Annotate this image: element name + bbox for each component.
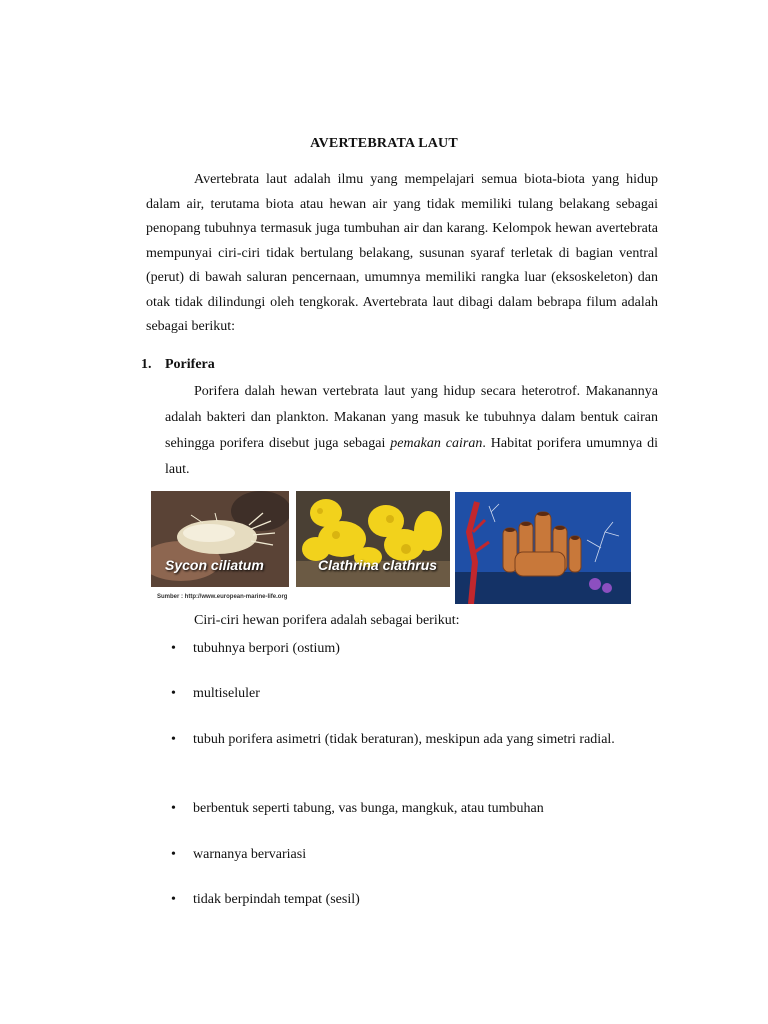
list-item: multiseluler [193,686,260,701]
barrel-sponge-illustration [455,492,631,604]
section-number: 1. [141,357,152,372]
bullet-point: • [171,686,176,701]
porifera-images [151,489,631,605]
intro-text: Avertebrata laut adalah ilmu yang mempelajari semua biota-biota yang hidup dalam air, terutama biota atau hewan air yang tidak memiliki tulang belakang sebagai penopang tubuhnya termasuk juga tumbuhan air dan karang. Kelompok hewan avertebrata mempunyai ciri-ciri tidak bertulang belakang, susunan syaraf terletak di bagian ventral (perut) di bawah saluran pencernaan, umumnya memiliki rangka luar (eksoskeleton) dan otak tidak dilindungi oleh tengkorak. Avertebrata laut dibagi dalam bebrapa filum adalah sebagai berikut: [146,172,658,334]
list-item: berbentuk seperti tabung, vas bunga, mangkuk, atau tumbuhan [193,801,544,816]
bullet-point: • [171,801,176,816]
porifera-text-1: Porifera dalah hewan vertebrata laut yang hidup secara heterotrof. Makanannya adalah bakteri dan plankton. Makanan yang masuk ke tubuhnya dalam bentuk cairan sehingga porifera disebut juga sebagai [165,384,658,451]
bullet-point: • [171,641,176,656]
bullet-point: • [171,847,176,862]
clathrina-clathrus-photo [296,491,450,587]
coral-reef-sponge-photo [455,492,631,604]
intro-paragraph [146,168,658,340]
page-title: AVERTEBRATA LAUT [310,136,458,151]
image-caption-2: Clathrina clathrus [318,557,438,573]
image-source: Sumber : http://www.european-marine-life.org [157,594,288,600]
characteristics-intro: Ciri-ciri hewan porifera adalah sebagai berikut: [194,613,460,628]
image-caption-1: Sycon ciliatum [165,557,264,573]
bullet-point: • [171,892,176,907]
list-item: tubuhnya berpori (ostium) [193,641,340,656]
list-item: tubuh porifera asimetri (tidak beraturan), meskipun ada yang simetri radial. [193,732,615,747]
section-heading [141,357,215,373]
list-item: warnanya bervariasi [193,847,307,862]
bullet-point: • [171,732,176,747]
section-title: Porifera [165,357,215,372]
sycon-ciliatum-photo [151,491,289,587]
porifera-emphasis: pemakan cairan [390,436,483,451]
porifera-text-2: . Habitat porifera umumnya di laut. [165,436,658,477]
list-item: tidak berpindah tempat (sesil) [193,892,360,907]
porifera-paragraph [165,379,658,483]
